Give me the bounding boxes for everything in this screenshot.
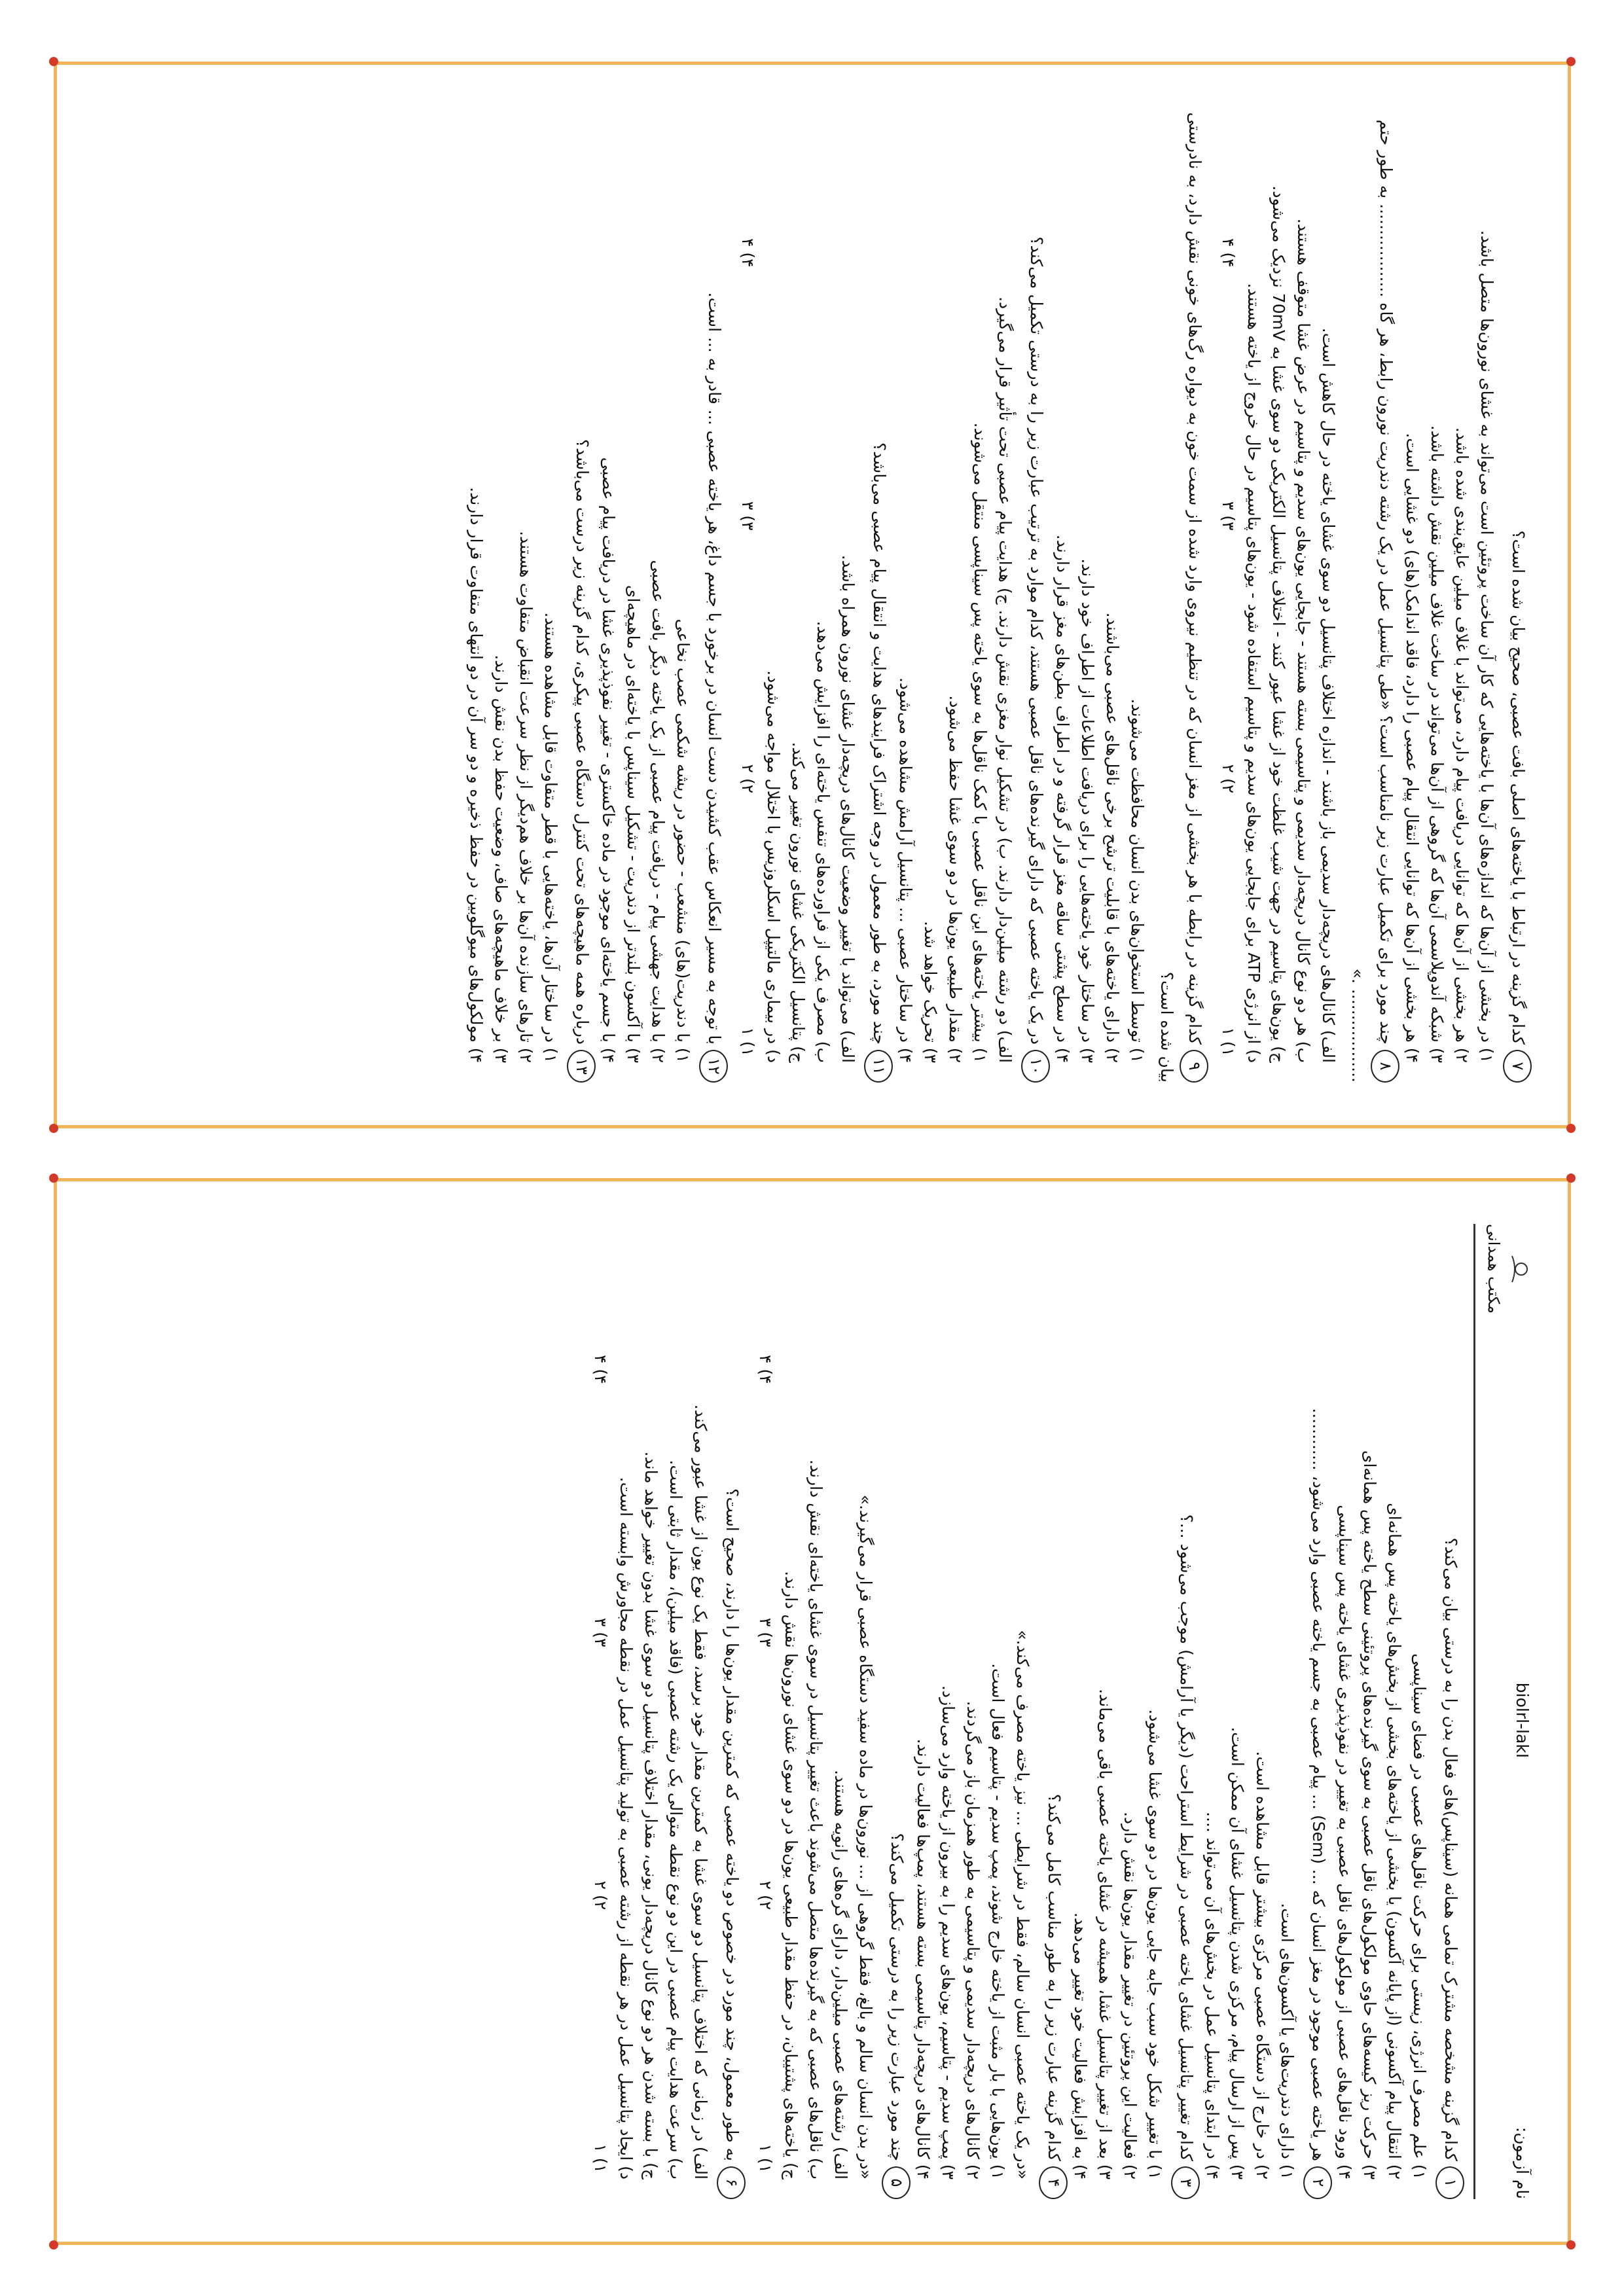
answer-choice: ۴) ۴ (756, 1355, 775, 1384)
answer-option: ۱) دارای دندریت‌های یا آکسون‌های است. (1278, 1903, 1297, 2179)
answer-option: ج) با بسته شدن هر دو نوع کانال دریچه‌دار یونی، مقدار اختلاف پتانسیل دو سوی غشا بدون تغییر خواهد ماند. (641, 1451, 660, 2179)
answer-option: ۲) در خارج از دستگاه عصبی مرکزی بیشتر قابل مشاهده است. (1253, 1751, 1272, 2179)
question-text: با توجه به مسیر انعکاس عقب کشیدن دست انسان در برخورد با جسم داغ، هر یاخته عصبی ... قادر به ... است. (705, 292, 724, 1045)
answer-option: الف) می‌تواند با تغییر وضعیت کانال‌های دریچه‌دار غشای نورون همراه باشد. (839, 554, 857, 1063)
question (699, 107, 728, 1083)
question-text: کدام گزینه مشخصه مشترک تمامی همانه (سیناپس)های فعال بدن را به درستی بیان می‌کند؟ (1441, 1537, 1460, 2161)
questions-list-page-1 (587, 1224, 1464, 2199)
answer-option: ۳) تحریک خواهد شد. (921, 921, 940, 1063)
question (717, 1224, 746, 2199)
answer-option: ۲) هر بخشی از آن‌ها که توانایی دریافت پیام دارد، می‌تواند با غلاف میلین عایق‌بندی شده باشد. (1453, 427, 1471, 1063)
answer-option: «در بدن انسان سالم و بالغ، فقط گروهی از ... نورون‌ها در ماده سفید دستگاه عصبی قرار می‌گیرند.» (856, 1494, 875, 2179)
answer-option: الف) دو رشته میلین‌دار دارند. ب) در تشکیل نوار مغزی نقش دارند. ج) هدایت پیام عصبی تحت تأثیر قرار می‌گیرد. (996, 296, 1015, 1063)
answer-choice: ۴) ۴ (1219, 238, 1238, 268)
answer-choice: ۱) ۱ (756, 2144, 775, 2173)
exam-header (1473, 1224, 1532, 2199)
question (567, 107, 596, 1083)
question (1344, 107, 1399, 1083)
question-number: ۱۱ (864, 1050, 893, 1083)
answer-option: ۱) توسط استخوان‌های بدن انسان محافظت می‌شوند. (1128, 698, 1147, 1063)
answer-choice: ۴) ۴ (738, 238, 757, 268)
question-number: ۱۳ (567, 1050, 596, 1083)
answer-choices-row (1215, 238, 1241, 1056)
answer-option: ۲) فعالیت این پروتئین در تغییر مقدار یون‌ها نقش دارد. (1121, 1812, 1140, 2179)
answer-option: ۴) در سطح پشتی ساقه مغز قرار گرفته و در اطراف بطن‌های مغز قرار دارند. (1053, 534, 1072, 1063)
answer-option: ۳) با آکسون بلندتر از دندریت - تشکیل سیناپس با یاخته‌ای در ماهیچه‌ای (624, 584, 643, 1063)
exam-code: biolrl-lakI (1513, 1682, 1532, 1759)
answer-option: ۴) در ساختار عصبی ... پتانسیل آرامش مشاهده می‌شود. (896, 677, 915, 1063)
answer-option: ۱) یون‌هایی با بار مثبت از یاخته خارج شوند، پمپ سدیم - پتاسیم فعال است. (988, 1663, 1007, 2179)
answer-option: الف) کانال‌های دریچه‌دار سدیمی باز باشند - اندازه اختلاف پتانسیل دو سوی غشای یاخته در حال کاهش است. (1319, 327, 1338, 1063)
answer-option: ۴) به افزایش فعالیت خود تغییر می‌دهد. (1071, 1912, 1090, 2179)
answer-choice: ۳) ۳ (738, 501, 757, 531)
question-text: کدام گزینه عبارت زیر را به طور مناسب کامل می‌کند؟ (1045, 1793, 1064, 2161)
question (1039, 1224, 1068, 2199)
answer-option: د) از انرژی ATP برای جابجایی یون‌های سدیم و پتاسیم استفاده شود - یون‌های پتاسیم در حال خروج از یاخته هستند. (1244, 283, 1263, 1063)
answer-option: ۳) بر خلاف ماهیچه‌های صاف، وضعیت حفظ بدن نقش دارند. (492, 655, 511, 1063)
answer-choice: ۱) ۱ (1219, 1027, 1238, 1056)
question-text: چند مورد عبارت زیر را به درستی تکمیل می‌کند؟ (888, 1833, 907, 2161)
question-number: ۵ (882, 2166, 911, 2199)
answer-option: ۲) با هدایت جهشی پیام - دریافت پیام عصبی از یک یاخته دیگر بافت عصبی (649, 560, 668, 1063)
answer-option: ۲) دارای یاخته‌های با قابلیت ترشح برخی ناقل‌های عصبی می‌باشند. (1103, 612, 1122, 1063)
answer-choice: ۳) ۳ (1219, 501, 1238, 531)
answer-choice: ۱) ۱ (738, 1027, 757, 1056)
question-text: در یک یاخته عصبی که دارای گیرنده‌های ناقل عصبی هستند، کدام موارد به ترتیب عبارت زیر را به درستی تکمیل می‌کند؟ (1027, 236, 1046, 1045)
question (1435, 1224, 1464, 2199)
answer-choice: ۲) ۲ (591, 1880, 610, 1910)
answer-option: ۱) در ساختار آن‌ها، یاخته‌هایی با قطر متفاوت قابل مشاهده هستند. (541, 612, 560, 1063)
question (1153, 107, 1208, 1083)
question-text: کدام گزینه در رابطه با هر بخشی از مغز انسان که در تنظیم نیروی وارد شده از سمت خون به دیواره رگ‌های خونی نقش دارد، به نادرستی بیان شده است؟ (1157, 112, 1204, 1083)
question-text: چند مورد، به طور معمول در وجه اشتراک فرایندهای هدایت و انتقال پیام عصبی می‌باشد؟ (870, 442, 889, 1045)
question-text: کدام گزینه در ارتباط با یاخته‌های اصلی بافت عصبی، صحیح بیان شده است؟ (1509, 530, 1528, 1045)
question-number: ۱۲ (699, 1050, 728, 1083)
question-number: ۲ (1303, 2166, 1332, 2199)
answer-choices-row (587, 1355, 613, 2173)
answer-option: د) در بیماری مالتیپل اسکلروزیس با اختلال مواجه می‌شود. (764, 670, 783, 1063)
answer-choices-row (752, 1355, 778, 2173)
exam-name-label: نام آزمون: (1513, 2126, 1532, 2199)
question (864, 107, 893, 1083)
answer-option: ب) ناقل‌های عصبی که به گیرنده‌ها متصل می‌شوند باعث تغییر پتانسیل در سوی غشای یاخته‌ای نقش دارند. (806, 1460, 825, 2179)
question-text: به طور معمول، چند مورد در خصوص دو یاخته عصبی که کمترین مقدار یون‌ها را دارند، صحیح است؟ (723, 1488, 742, 2161)
school-logo (1485, 1224, 1532, 1314)
answer-option: ب) سرعت هدایت پیام عصبی در این دو نوع نقطه متوالی یک رشته عصبی (فاقد میلین)، مقدار ثابتی است. (666, 1460, 685, 2179)
answer-choice: ۳) ۳ (756, 1617, 775, 1647)
answer-option: ۴) هر بخشی از آن‌ها که توانایی انتقال پیام عصبی را دارد، فاقد اندامک(های) دو غشایی است. (1403, 433, 1422, 1063)
answer-option: ۲) تارهای سازنده آن‌ها بر خلاف هم‌دیگر از نظر سرعت انقباض متفاوت هستند. (516, 531, 535, 1063)
question-number: ۹ (1180, 1050, 1208, 1083)
answer-option: ۳) پمپ سدیم - پتاسیم، یون‌های سدیم را به بیرون از یاخته وارد می‌سازد. (939, 1685, 958, 2179)
question-text: هر یاخته عصبی موجود در مغز انسان که ... (Sem) ... پیام عصبی به جسم یاخته عصبی وارد می‌شود، ............ (1309, 1408, 1328, 2161)
answer-option: ۳) حرکت ریز کیسه‌های حاوی مولکول‌های ناقل عصبی به سوی گیرنده‌های پروتئینی سطح یاخته پس همانه‌ای (1360, 1450, 1379, 2179)
exam-page-2 (54, 62, 1571, 1128)
answer-option: ۳) شبکه آندوپلاسمی آن‌ها که گروهی از آن‌ها می‌تواند در ساخت غلاف میلین نقش داشته باشد. (1428, 425, 1447, 1063)
question-number: ۸ (1371, 1050, 1399, 1083)
question-number: ۱ (1435, 2166, 1464, 2199)
question-number: ۷ (1503, 1050, 1532, 1083)
answer-choice: ۴) ۴ (591, 1355, 610, 1384)
answer-choice: ۲) ۲ (738, 764, 757, 794)
answer-option: ۱) با تغییر شکل خود سبب جابه جایی یون‌ها در دو سوی غشا می‌شود. (1146, 1709, 1164, 2179)
question (1021, 107, 1050, 1083)
answer-option: ۳) بعد از تغییر پتانسیل غشا، همیشه در غشای یاخته عصبی باقی می‌ماند. (1096, 1689, 1115, 2179)
answer-choice: ۲) ۲ (1219, 764, 1238, 794)
answer-option: ب) مصرف یکی از فراورده‌های تنفس یاخته‌ای را افزایش می‌دهد. (814, 620, 833, 1063)
answer-option: ج) یون‌های پتاسیم در جهت شیب غلظت خود از غشا عبور کنند - اختلاف پتانسیل الکتریکی دو سوی غشا به 70mV نزدیک می‌شود. (1269, 185, 1288, 1063)
answer-option: ۳) پس از ارسال پیام، مرکزی شدن پتانسیل غشای آن ممکن است. (1228, 1727, 1247, 2179)
question (882, 1224, 911, 2199)
answer-option: «در یک یاخته عصبی انسان سالم، فقط در شرایطی ... نیز یاخته مصرف می‌کند.» (1013, 1630, 1032, 2179)
question-text: درباره همه ماهیچه‌های تحت کنترل دستگاه عصبی پیکری، کدام گزینه زیر درست می‌باشد؟ (573, 439, 592, 1045)
answer-option: ۱) با دندریت(های) منشعب - حضور در ریشه شکمی عصب نخاعی (674, 619, 693, 1063)
answer-choice: ۱) ۱ (591, 2144, 610, 2173)
answer-option: ۳) در ساختار خود یاخته‌هایی را برای دریافت اطلاعات از اطراف خود دارند. (1078, 558, 1097, 1063)
questions-list-page-2 (463, 107, 1532, 1083)
question-number: ۶ (717, 2166, 746, 2199)
answer-option: ۴) ورود ناقل‌های عصبی از مولکول‌های ناقل عصبی به تغییر در نفوذپذیری غشای یاخته پس سیناپسی (1335, 1505, 1354, 2179)
answer-choices-row (734, 238, 761, 1056)
answer-option: ج) یاخته‌های پشتیبان، در حفظ مقدار طبیعی یون‌ها در دو سوی غشای نورون‌ها نقش دارند. (782, 1571, 801, 2179)
question (1171, 1224, 1200, 2199)
answer-option: د) ایجاد پتانسیل عمل در هر نقطه از رشته عصبی به تولید پتانسیل عمل در نقطه مجاورش وابسته است. (617, 1477, 636, 2179)
answer-option: ب) هر دو نوع کانال دریچه‌دار سدیمی و پتاسیمی بسته هستند - جابجایی یون‌های سدیم و پتاسیم در عرض غشا متوقف هستند. (1294, 218, 1313, 1063)
answer-option: ۴) مولکول‌های میوگلوبین در حفظ ذخیره و دو سر آن در دو انتهای متفاوت قرار دارند. (467, 487, 486, 1063)
answer-option: ۴) با جسم یاخته‌ای موجود در ماده خاکستری - تغییر نفوذپذیری غشا در دریافت پیام عصبی (599, 457, 618, 1063)
answer-option: ۴) در ابتدای پتانسیل عمل در بخش‌های آن می‌تواند .... (1203, 1812, 1222, 2179)
question-number: ۳ (1171, 2166, 1200, 2199)
answer-option: الف) در زمانی که اختلاف پتانسیل دو سوی غشا به کمترین مقدار خود برسد، فقط یک نوع یون از غشا عبور می‌کند. (691, 1404, 710, 2179)
school-emblem-icon (1506, 1249, 1532, 1289)
question-number: ۱۰ (1021, 1050, 1050, 1083)
answer-option: الف) رشته‌های عصبی میلین‌دار، دارای گره‌های رانویه هستند. (831, 1770, 850, 2179)
school-name: مکتب همدانی (1485, 1224, 1503, 1314)
answer-option: ۲) انتقال پیام آکسونی (از پایانه آکسون) یا بخشی از یاخته‌های بخشی از بخش‌های یاخته پس همانه‌ای (1385, 1503, 1404, 2179)
question (1303, 1224, 1332, 2199)
answer-option: ۱) بیشتر یاخته‌های این ناقل عصبی با کمک ناقل‌ها به سوی یاخته پس سیناپسی منتقل می‌شوند. (971, 422, 990, 1063)
answer-choice: ۳) ۳ (591, 1617, 610, 1647)
question-text: چند مورد برای تکمیل عبارت زیر نامناسب است؟ «طی پتانسیل عمل در یک رشته دندریت نورون رابط، هر گاه .................. به طور حتم .................. .» (1348, 119, 1396, 1083)
exam-page-1 (54, 1178, 1571, 2245)
answer-option: ۲) مقدار طبیعی یون‌ها در دو سوی غشا حفظ می‌شود. (946, 695, 965, 1063)
question-number: ۴ (1039, 2166, 1068, 2199)
answer-option: ۴) کانال‌های دریچه‌دار پتاسیمی بسته هستند، پمپ‌ها فعالیت دارند. (914, 1738, 933, 2179)
answer-option: ج) پتانسیل الکتریکی غشای نورون تغییر می‌کند. (789, 742, 808, 1063)
answer-choice: ۲) ۲ (756, 1880, 775, 1910)
question (1503, 107, 1532, 1083)
answer-option: ۱) در بخشی از آن‌ها که اندازه‌های آن‌ها با یاخته‌هایی که کار آن ساخت پروتئین است می‌تواند به غشای نورون‌ها متصل باشد. (1477, 230, 1496, 1063)
question-text: کدام تغییر پتانسیل غشای یاخته عصبی در شرایط استراحت (دیگر یا آرامش) موجب می‌شود ...؟ (1177, 1514, 1196, 2161)
answer-option: ۲) کانال‌های دریچه‌دار سدیمی و پتاسیمی به طور همزمان باز می‌گردند. (964, 1700, 983, 2179)
answer-option: ۱) علم مصرف انرژی، زیستی برای حرکت ناقل‌های عصبی در فضای سیناپسی (1410, 1653, 1429, 2179)
